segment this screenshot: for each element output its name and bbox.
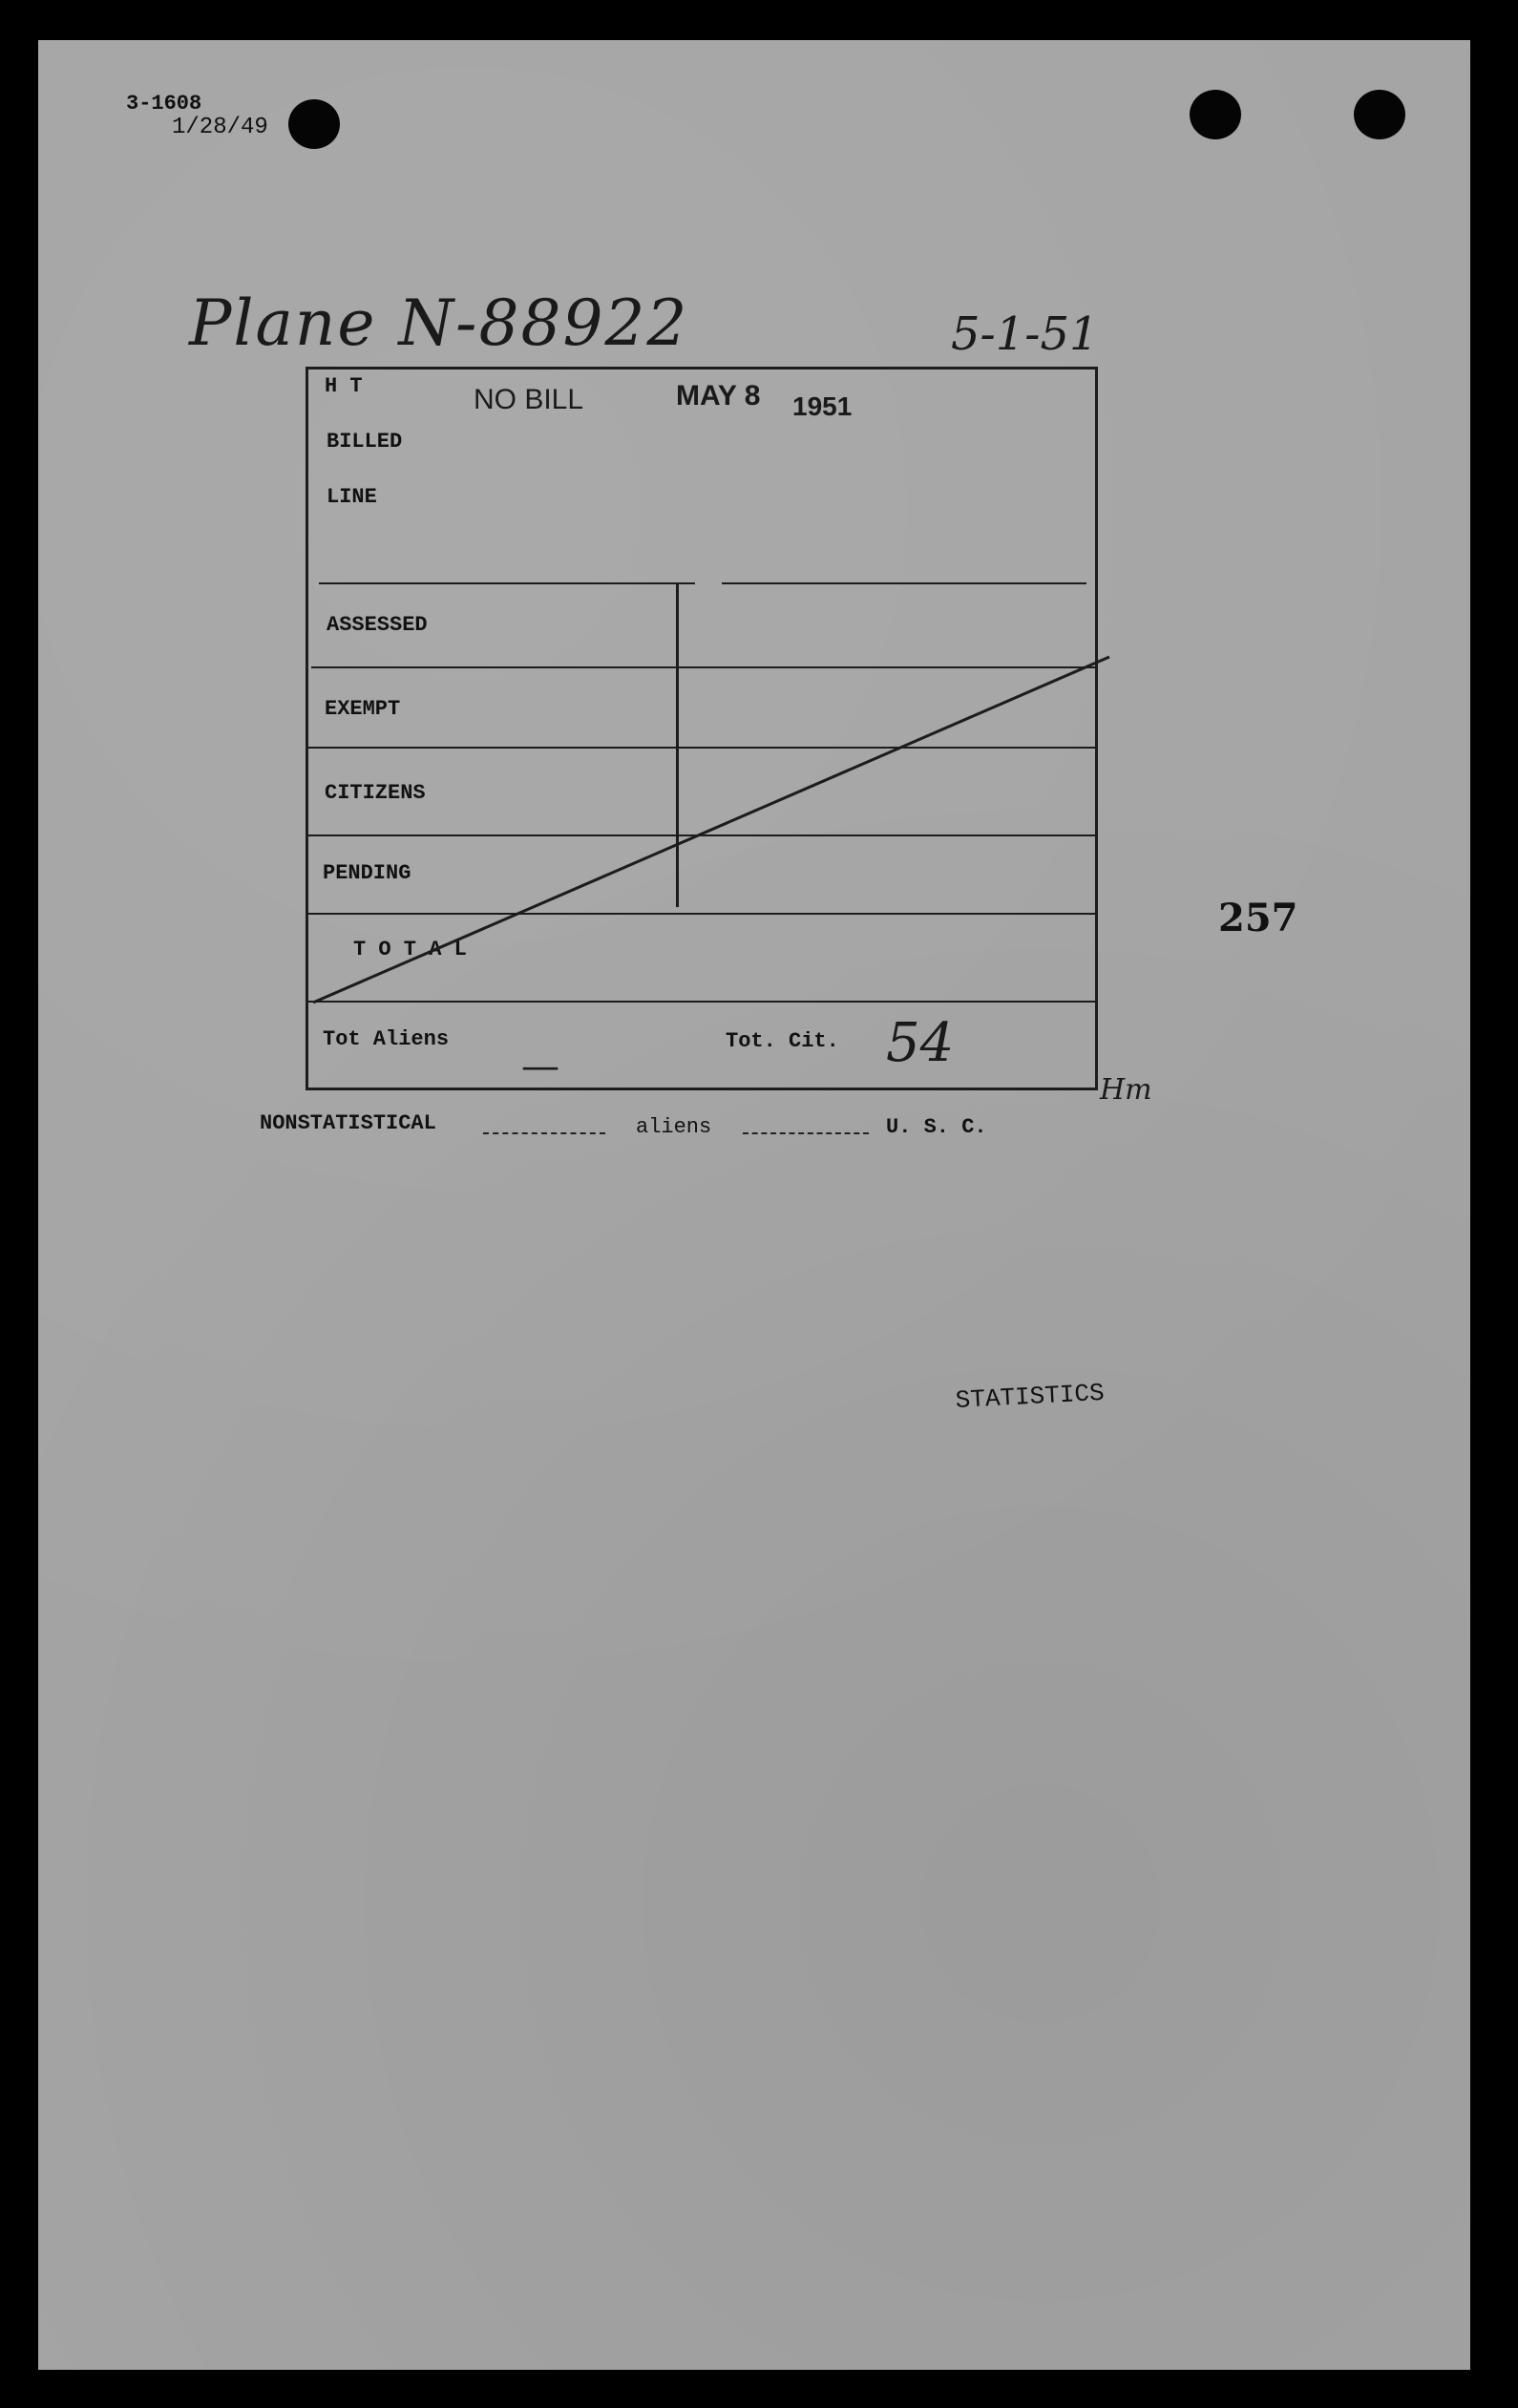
no-bill-stamp: NO BILL — [474, 384, 584, 415]
tot-cit-value: 54 — [886, 1012, 955, 1074]
file-number: 3-1608 — [126, 92, 202, 116]
initials: Hm — [1100, 1073, 1152, 1107]
nonstatistical-label: NONSTATISTICAL — [260, 1111, 436, 1135]
aliens-blank — [483, 1132, 605, 1134]
total-label: T O T A L — [353, 938, 467, 961]
file-date: 1/28/49 — [172, 115, 268, 140]
aliens-label: aliens — [636, 1115, 712, 1139]
billed-label: BILLED — [327, 430, 403, 454]
tot-cit-label: Tot. Cit. — [726, 1029, 839, 1053]
statistics-label: STATISTICS — [955, 1378, 1106, 1415]
handwritten-date: 5-1-51 — [951, 307, 1099, 361]
strike-line — [38, 40, 1470, 2370]
usc-label: U. S. C. — [886, 1115, 987, 1139]
plane-number: Plane N-88922 — [189, 286, 689, 360]
exempt-label: EXEMPT — [325, 697, 401, 721]
tot-aliens-mark: — — [521, 1045, 559, 1088]
page-number: 257 — [1218, 896, 1298, 940]
citizens-label: CITIZENS — [325, 781, 426, 805]
document-page — [38, 40, 1470, 2370]
ht-label: H T — [325, 374, 363, 398]
pending-label: PENDING — [323, 861, 411, 885]
tot-aliens-label: Tot Aliens — [323, 1027, 450, 1051]
stamp-date-month: MAY 8 — [676, 380, 761, 412]
stamp-date-year: 1951 — [792, 391, 853, 421]
assessed-label: ASSESSED — [327, 613, 428, 637]
line-label: LINE — [327, 485, 377, 509]
usc-blank — [743, 1132, 869, 1134]
